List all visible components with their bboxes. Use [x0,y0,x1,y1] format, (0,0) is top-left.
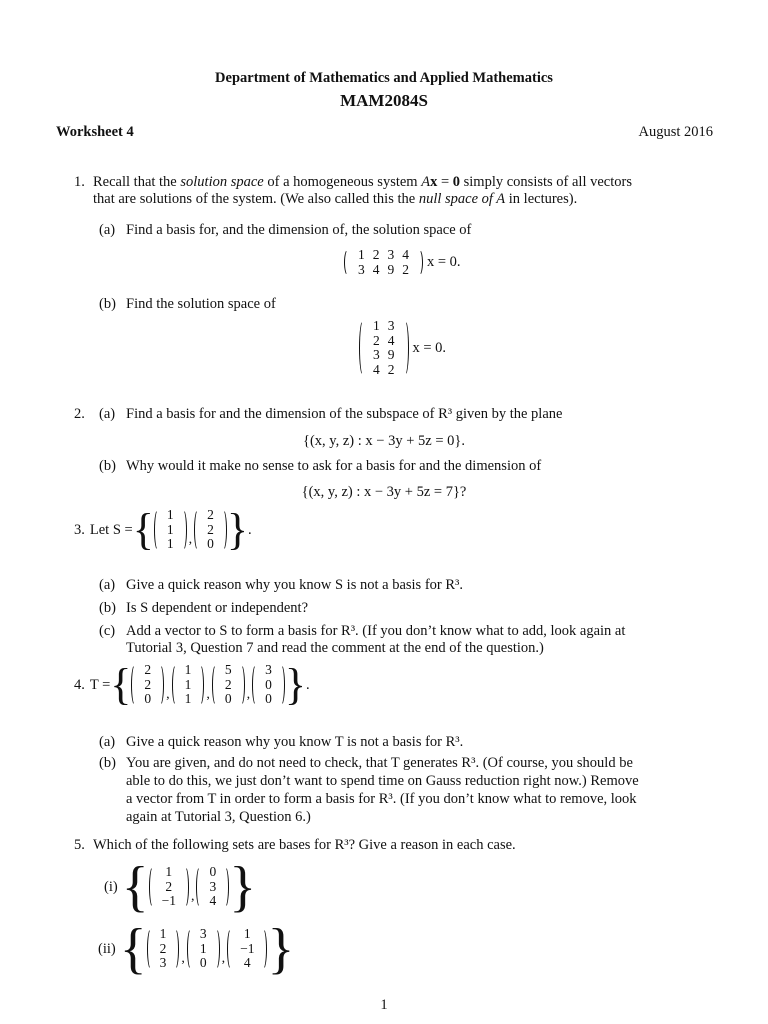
q2a-text: Find a basis for and the dimension of the subspace of R³ given by the plane [126,406,563,422]
q4-let: T = [89,676,111,693]
q1b-matrix-cell: 9 [387,347,395,362]
q5i-vector-entry: 4 [209,893,217,909]
q4b-text-3: a vector from T in order to form a basis for R³. (If you don’t know what to remove, look [126,791,637,807]
q1a-matrix-cell: 9 [387,261,395,277]
q5ii-vector-entry: 3 [199,926,207,942]
q1a-text: Find a basis for, and the dimension of, the solution space of [126,222,472,238]
q1b-matrix-cell: 3 [373,347,380,362]
q3-end: . [247,521,252,538]
q4-separator: , [206,686,210,702]
q1-line1: Recall that the solution space of a homogeneous system Ax = 0 simply consists of all vectors [93,174,632,190]
q3-vector-entry: 1 [166,521,174,537]
q3-vector-entry: 1 [166,536,174,552]
q1a-matrix-cell: 2 [372,247,380,262]
worksheet-date: August 2016 [638,124,713,140]
q2b-text: Why would it make no sense to ask for a basis for and the dimension of [126,458,542,474]
department-title: Department of Mathematics and Applied Mathematics [215,70,553,86]
q4-vector-entry: 1 [184,691,192,707]
q4-vector-entry: 2 [224,676,232,692]
q4-number: 4. [74,676,85,693]
q3a-label: (a) [99,577,116,593]
q1b-matrix-cell: 3 [387,318,395,333]
q4-column-vector [172,663,205,707]
q1-line2: that are solutions of the system. (We also called this the null space of A in lectures). [93,191,578,207]
q4-vector-list [131,663,285,707]
q4a-text: Give a quick reason why you know T is not a basis for R³. [126,734,464,750]
q5ii-vector-entry: 1 [159,926,167,942]
q5ii-vector-entry: 3 [159,955,167,971]
q3-vector-entry: 2 [207,521,214,537]
q4-column-vector [131,663,164,707]
q5ii-label: (ii) [98,940,116,957]
q5ii-vector-list [147,927,268,971]
q4-close-brace: } [284,660,307,709]
q5i-column-vector [149,865,189,909]
q5i-vector-entry: 1 [165,864,173,880]
q2a-label: (a) [99,406,116,422]
q1b-matrix-cell: 4 [373,361,380,377]
q3b-text: Is S dependent or independent? [126,600,309,616]
q3-open-brace: { [132,505,154,554]
q1b-text: Find the solution space of [126,296,276,312]
q5ii-column-vector [227,927,267,971]
q5-number: 5. [74,837,85,853]
q4-vector-entry: 5 [224,662,232,678]
q3-vector-list [154,508,227,552]
q3-vector-entry: 1 [166,507,174,523]
q4-definition [74,660,310,709]
q5ii-vector-entry: 2 [159,940,167,956]
q1a-equation [344,248,461,277]
q1b-rhs: x = 0. [412,339,447,356]
q5i-label: (i) [104,878,118,895]
q4-vector-entry: 0 [144,691,152,707]
q3c-text-1: Add a vector to S to form a basis for R³. (If you don’t know what to add, look again at [126,623,626,639]
q5ii-set [98,918,295,980]
q5ii-vector-entry: 1 [243,926,251,942]
q5ii-column-vector [187,927,220,971]
q1b-matrix [359,319,409,377]
q4b-text-2: able to do this, we just don’t want to spend time on Gauss reduction right now.) Remove [126,773,639,789]
q1a-matrix-cell: 4 [372,261,380,277]
q2b-set: {(x, y, z) : x − 3y + 5z = 7}? [301,484,467,500]
q1b-matrix-cell: 2 [387,361,395,377]
q5i-open-brace: { [121,856,149,918]
q4a-label: (a) [99,734,116,750]
q4b-label: (b) [99,755,116,771]
q3-let: Let S = [89,521,133,538]
q3-vector-entry: 0 [207,536,214,552]
q4-vector-entry: 1 [184,662,192,678]
q5i-set [104,856,257,918]
q1a-label: (a) [99,222,116,238]
q5ii-vector-entry: 4 [243,955,251,971]
q5i-vector-entry: 2 [165,878,173,894]
q1a-matrix-cell: 2 [402,261,409,277]
q5ii-vector-entry: 1 [199,940,207,956]
q5i-close-brace: } [229,856,257,918]
q2-number: 2. [74,406,85,422]
q3c-label: (c) [99,623,116,639]
q3-vector-entry: 2 [207,507,214,523]
q5ii-close-brace: } [267,918,295,980]
q4-column-vector [212,663,245,707]
q5ii-separator: , [221,950,226,966]
q2b-label: (b) [99,458,116,474]
q4-vector-entry: 2 [144,676,152,692]
q4b-text-1: You are given, and do not need to check, that T generates R³. (Of course, you should be [126,755,633,771]
q3-number: 3. [74,521,85,538]
q4-separator: , [166,686,170,702]
q5i-vector-entry: 0 [209,864,217,880]
q4b-text-4: again at Tutorial 3, Question 6.) [126,809,311,825]
q3-column-vector [194,508,227,552]
q1b-equation [359,319,446,377]
q3-close-brace: } [226,505,248,554]
q4-vector-entry: 3 [265,662,272,678]
q5ii-vector-entry: 0 [199,955,207,971]
q4-end: . [306,676,310,693]
q1b-label: (b) [99,296,116,312]
q1b-matrix-cell: 2 [373,332,380,348]
q5i-vector-entry: −1 [161,893,176,909]
course-code: MAM2084S [340,91,428,110]
q1a-matrix-cell: 4 [402,247,409,262]
q5ii-separator: , [181,950,185,966]
q5i-vector-entry: 3 [209,878,217,894]
q1-number: 1. [74,174,85,190]
q4-separator: , [246,686,251,702]
q4-vector-entry: 0 [265,676,272,692]
q4-vector-entry: 0 [224,691,232,707]
q1b-matrix-cell: 4 [387,332,395,348]
q5ii-vector-entry: −1 [240,940,255,956]
q4-vector-entry: 1 [184,676,192,692]
q3-column-vector [154,508,187,552]
worksheet-label: Worksheet 4 [56,124,134,140]
q1b-matrix-cell: 1 [373,318,380,333]
q5i-vector-list [149,865,230,909]
q1a-matrix-cell: 3 [387,247,395,262]
q5ii-column-vector [147,927,180,971]
q5ii-open-brace: { [119,918,147,980]
q1a-rhs: x = 0. [427,254,461,270]
q4-column-vector [252,663,285,707]
q3-separator: , [188,531,193,547]
q3b-label: (b) [99,600,116,616]
page-number: 1 [380,997,388,1013]
q3-definition [74,505,252,554]
q1a-matrix [344,248,423,277]
q5-text: Which of the following sets are bases for R³? Give a reason in each case. [93,837,516,853]
q4-vector-entry: 2 [144,662,152,678]
q5i-column-vector [196,865,229,909]
q1a-matrix-cell: 1 [358,247,365,262]
q3a-text: Give a quick reason why you know S is not a basis for R³. [126,577,463,593]
q4-open-brace: { [110,660,132,709]
q1a-matrix-cell: 3 [358,261,365,277]
q5i-separator: , [190,888,195,904]
q4-vector-entry: 0 [265,691,272,707]
q2a-set: {(x, y, z) : x − 3y + 5z = 0}. [303,433,465,449]
q3c-text-2: Tutorial 3, Question 7 and read the comment at the end of the question.) [126,640,544,656]
